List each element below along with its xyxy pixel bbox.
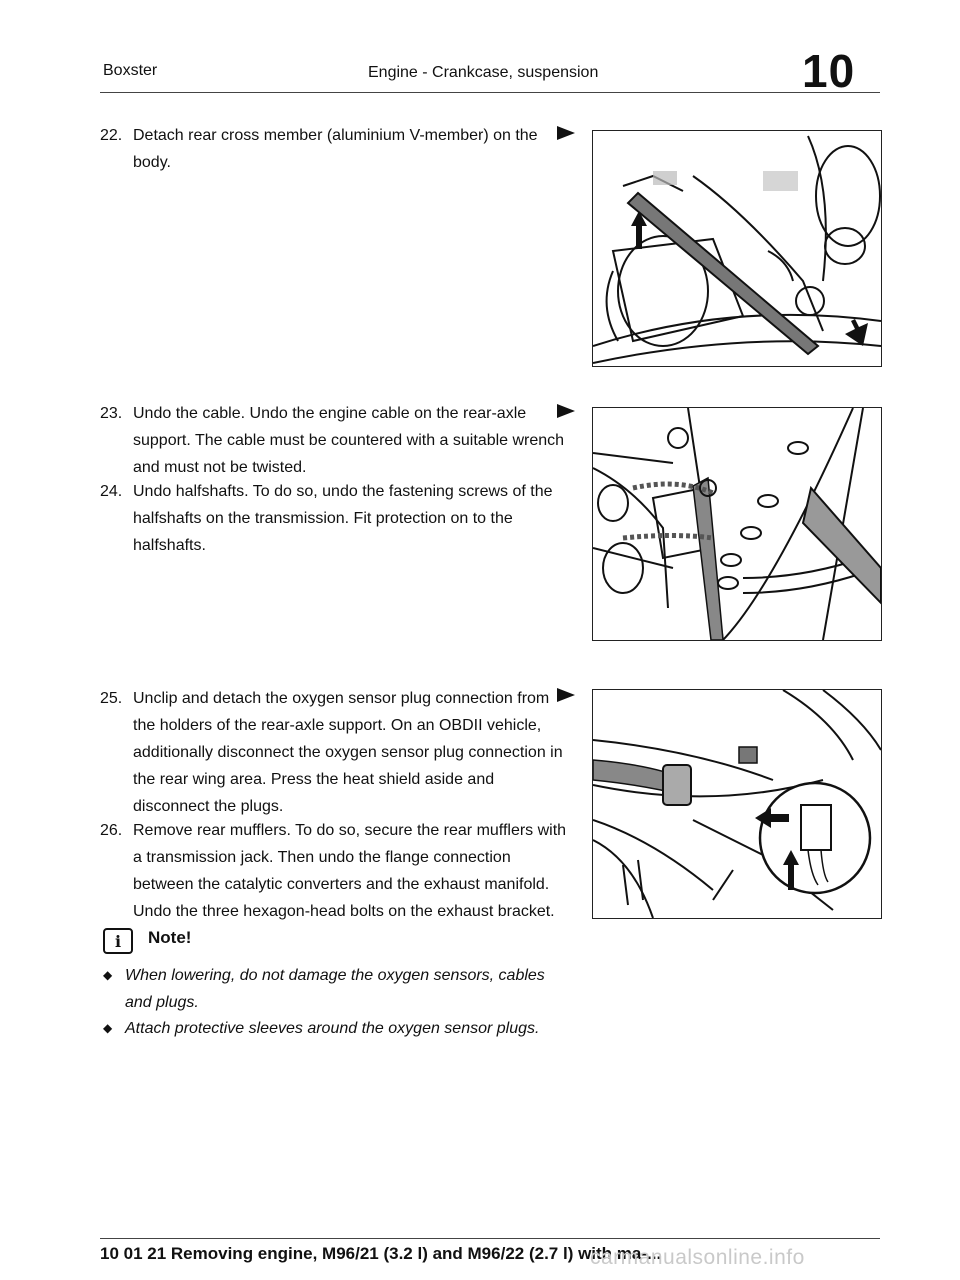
step-26 xyxy=(100,817,570,925)
figure-cross-member xyxy=(592,130,882,367)
oxygen-sensor-illustration xyxy=(593,690,881,918)
step-number: 25. xyxy=(100,690,123,707)
figure-pointer-icon xyxy=(557,688,575,702)
step-text: Detach rear cross member (aluminium V-member) on the body. xyxy=(133,127,538,171)
cross-member-illustration xyxy=(593,131,881,366)
figure-pointer-icon xyxy=(557,126,575,140)
step-24 xyxy=(100,478,570,559)
step-text: Undo halfshafts. To do so, undo the fastening screws of the halfshafts on the transmission. Fit protection on to the halfshafts. xyxy=(133,483,553,554)
section-number: 10 xyxy=(802,45,856,97)
bullet-text: When lowering, do not damage the oxygen sensors, cables and plugs. xyxy=(125,967,545,1011)
step-23 xyxy=(100,400,570,481)
step-number: 23. xyxy=(100,405,123,422)
step-text: Unclip and detach the oxygen sensor plug connection from the holders of the rear-axle support. On an OBDII vehicle, additionally disconnect the oxygen sensor plug connection in the rear wing area. Press the heat shield aside and disconnect the plugs. xyxy=(133,690,563,815)
step-text: Remove rear mufflers. To do so, secure the rear mufflers with a transmission jack. Then undo the flange connection between the catalytic converters and the exhaust manifold. Undo the three hexagon-head bolts on the exhaust bracket. xyxy=(133,822,567,920)
step-number: 22. xyxy=(100,127,123,144)
diamond-bullet-icon: ◆ xyxy=(103,1021,113,1035)
bullet-text: Attach protective sleeves around the oxygen sensor plugs. xyxy=(125,1020,540,1037)
step-25 xyxy=(100,685,570,820)
arrow-diagonal-icon xyxy=(845,319,868,346)
step-number: 26. xyxy=(100,822,123,839)
header-divider xyxy=(100,92,880,93)
note-bullet xyxy=(103,1015,573,1042)
info-icon: i xyxy=(103,928,133,954)
note-label: Note! xyxy=(148,928,192,947)
step-number: 24. xyxy=(100,483,123,500)
engine-cable-illustration xyxy=(593,408,881,640)
figure-engine-cable xyxy=(592,407,882,641)
header-title: Engine - Crankcase, suspension xyxy=(368,64,599,81)
note-bullet xyxy=(103,962,573,1016)
figure-pointer-icon xyxy=(557,404,575,418)
footer-text: 10 01 21 Removing engine, M96/21 (3.2 l) and M96/22 (2.7 l) with ma-... xyxy=(100,1244,662,1263)
figure-oxygen-sensor-plug xyxy=(592,689,882,919)
watermark: carmanualsonline.info xyxy=(590,1246,805,1269)
diamond-bullet-icon: ◆ xyxy=(103,968,113,982)
header-model: Boxster xyxy=(103,62,158,79)
footer-divider xyxy=(100,1238,880,1239)
step-text: Undo the cable. Undo the engine cable on the rear-axle support. The cable must be countered with a suitable wrench and must not be twisted. xyxy=(133,405,565,476)
step-22 xyxy=(100,122,570,176)
